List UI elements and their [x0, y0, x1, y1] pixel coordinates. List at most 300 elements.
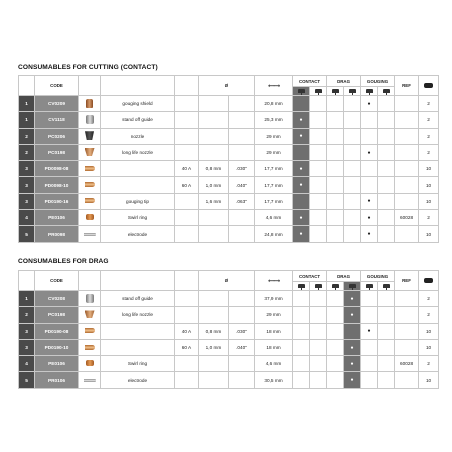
length-value: 29 mm [255, 144, 293, 160]
long-life-nozzle-icon [85, 310, 95, 318]
amperage [175, 307, 199, 323]
mode-mark-1 [293, 96, 310, 112]
ref-code [395, 323, 419, 339]
mode-mark-3 [327, 339, 344, 355]
amperage [175, 291, 199, 307]
mode-mark-1 [293, 144, 310, 160]
row-number: 1 [19, 96, 35, 112]
amperage [175, 193, 199, 209]
amperage [175, 356, 199, 372]
mode-mark-3 [327, 323, 344, 339]
mode-mark-6 [378, 210, 395, 226]
torch-icon [366, 284, 373, 288]
diameter-mm [199, 372, 229, 388]
header-drag: DRAG [327, 76, 361, 87]
mode-mark-6 [378, 177, 395, 193]
part-description: Swirl ring [101, 210, 175, 226]
mode-mark-3 [327, 356, 344, 372]
length-value: 17,7 mm [255, 177, 293, 193]
mode-mark-1 [293, 372, 310, 388]
diameter-mm [199, 112, 229, 128]
header-length [255, 271, 293, 291]
header-torch-1 [293, 282, 310, 291]
mode-mark-6 [378, 128, 395, 144]
row-number: 5 [19, 372, 35, 388]
diameter-inch [229, 291, 255, 307]
header-torch-3 [327, 282, 344, 291]
mode-mark-5: ● [361, 144, 378, 160]
ref-code [395, 96, 419, 112]
mode-mark-2 [310, 307, 327, 323]
part-code: PD0190-10 [35, 339, 79, 355]
diameter-inch [229, 356, 255, 372]
cutting-section-title: CONSUMABLES FOR CUTTING (CONTACT) [18, 64, 158, 71]
amperage: 40 A [175, 161, 199, 177]
table-row [19, 144, 439, 160]
mode-mark-3 [327, 226, 344, 242]
mode-mark-4: ● [344, 372, 361, 388]
part-description: long life nozzle [101, 307, 175, 323]
header-image-blank [79, 76, 101, 96]
mode-mark-4 [344, 96, 361, 112]
tip-icon [85, 166, 95, 171]
diameter-icon: Ø [224, 278, 229, 283]
header-ref: REF [395, 271, 419, 291]
part-description [101, 339, 175, 355]
table-row [19, 307, 439, 323]
mode-mark-4 [344, 210, 361, 226]
mode-mark-2 [310, 177, 327, 193]
diameter-mm: 1,0 mm [199, 177, 229, 193]
row-number: 2 [19, 307, 35, 323]
header-torch-4 [344, 282, 361, 291]
mode-mark-4 [344, 323, 361, 339]
mode-mark-1: ● [293, 161, 310, 177]
part-code: PR0098 [35, 226, 79, 242]
amperage [175, 372, 199, 388]
diameter-mm: 0,8 mm [199, 161, 229, 177]
swirl-ring-icon [86, 214, 94, 220]
mode-mark-3 [327, 193, 344, 209]
quantity: 10 [419, 177, 439, 193]
mode-mark-3 [327, 128, 344, 144]
mode-mark-5 [361, 307, 378, 323]
mode-mark-4: ● [344, 291, 361, 307]
part-code: PD0190-16 [35, 193, 79, 209]
row-number: 3 [19, 193, 35, 209]
row-number: 1 [19, 291, 35, 307]
mode-mark-1: ● [293, 226, 310, 242]
table-row [19, 372, 439, 388]
header-desc-blank [101, 76, 175, 96]
length-value: 17,7 mm [255, 161, 293, 177]
tip-icon [85, 328, 95, 333]
quantity: 2 [419, 210, 439, 226]
table-row [19, 193, 439, 209]
mode-mark-4 [344, 177, 361, 193]
torch-icon [315, 284, 322, 288]
quantity: 10 [419, 226, 439, 242]
diameter-mm [199, 96, 229, 112]
length-value: 18 mm [255, 339, 293, 355]
mode-mark-5 [361, 356, 378, 372]
mode-mark-2 [310, 144, 327, 160]
header-gouging: GOUGING [361, 271, 395, 282]
diameter-mm: 1,0 mm [199, 339, 229, 355]
quantity: 10 [419, 323, 439, 339]
table-row [19, 161, 439, 177]
cutting-consumables-table [18, 75, 439, 243]
header-desc-blank [101, 271, 175, 291]
part-code: PD0098-08 [35, 161, 79, 177]
ref-code [395, 307, 419, 323]
mode-mark-6 [378, 226, 395, 242]
quantity: 10 [419, 339, 439, 355]
torch-icon [298, 89, 305, 93]
row-number: 3 [19, 177, 35, 193]
part-code: PC0206 [35, 128, 79, 144]
mode-mark-2 [310, 291, 327, 307]
quantity: 2 [419, 144, 439, 160]
torch-icon [332, 89, 339, 93]
mode-mark-3 [327, 307, 344, 323]
row-number: 3 [19, 339, 35, 355]
mode-mark-6 [378, 161, 395, 177]
package-icon [424, 278, 433, 283]
part-description: Swirl ring [101, 356, 175, 372]
mode-mark-2 [310, 226, 327, 242]
table-row [19, 96, 439, 112]
part-image [79, 372, 101, 388]
header-contact: CONTACT [293, 271, 327, 282]
mode-mark-1 [293, 291, 310, 307]
torch-icon [298, 284, 305, 288]
torch-icon [383, 284, 390, 288]
mode-mark-6 [378, 144, 395, 160]
part-code: PE0106 [35, 210, 79, 226]
mode-mark-1: ● [293, 128, 310, 144]
quantity: 2 [419, 307, 439, 323]
mode-mark-1: ● [293, 112, 310, 128]
mode-mark-3 [327, 144, 344, 160]
diameter-mm [199, 307, 229, 323]
quantity: 10 [419, 161, 439, 177]
header-quantity [419, 76, 439, 96]
mode-mark-2 [310, 128, 327, 144]
quantity: 10 [419, 193, 439, 209]
diameter-inch [229, 372, 255, 388]
length-arrow-icon: ⟵⟶ [268, 277, 279, 283]
torch-icon [366, 89, 373, 93]
diameter-mm [199, 291, 229, 307]
header-num-blank [19, 76, 35, 96]
header-torch-1 [293, 87, 310, 96]
torch-icon [332, 284, 339, 288]
gouging-tip-icon [85, 198, 95, 203]
ref-code [395, 372, 419, 388]
table-row [19, 291, 439, 307]
swirl-ring-icon [86, 360, 94, 366]
mode-mark-1 [293, 356, 310, 372]
header-amp-blank [175, 76, 199, 96]
ref-code: 60028 [395, 356, 419, 372]
part-code: PC0198 [35, 307, 79, 323]
diameter-mm: 1,6 mm [199, 193, 229, 209]
part-image [79, 210, 101, 226]
quantity: 2 [419, 291, 439, 307]
quantity: 2 [419, 96, 439, 112]
part-image [79, 96, 101, 112]
mode-mark-5 [361, 128, 378, 144]
part-code: PD0098-10 [35, 177, 79, 193]
table-row [19, 128, 439, 144]
quantity: 2 [419, 112, 439, 128]
mode-mark-4 [344, 128, 361, 144]
mode-mark-6 [378, 96, 395, 112]
mode-mark-3 [327, 210, 344, 226]
mode-mark-6 [378, 112, 395, 128]
length-value: 24,8 mm [255, 226, 293, 242]
part-code: PC0198 [35, 144, 79, 160]
header-gouging: GOUGING [361, 76, 395, 87]
amperage [175, 112, 199, 128]
row-number: 4 [19, 356, 35, 372]
part-description: electrode [101, 226, 175, 242]
mode-mark-5: ● [361, 193, 378, 209]
mode-mark-5 [361, 177, 378, 193]
tip-icon [85, 345, 95, 350]
length-value: 17,7 mm [255, 193, 293, 209]
table-row [19, 323, 439, 339]
mode-mark-6 [378, 193, 395, 209]
part-image [79, 291, 101, 307]
ref-code: 60028 [395, 210, 419, 226]
mode-mark-4 [344, 112, 361, 128]
mode-mark-2 [310, 356, 327, 372]
torch-icon [349, 89, 356, 93]
header-code: CODE [35, 76, 79, 96]
row-number: 3 [19, 323, 35, 339]
diameter-inch [229, 112, 255, 128]
row-number: 5 [19, 226, 35, 242]
mode-mark-3 [327, 161, 344, 177]
ref-code [395, 291, 419, 307]
part-code: CV0208 [35, 291, 79, 307]
mode-mark-2 [310, 112, 327, 128]
length-value: 30,5 mm [255, 372, 293, 388]
torch-icon [315, 89, 322, 93]
part-code: PE0106 [35, 356, 79, 372]
header-diameter [199, 271, 255, 291]
mode-mark-5 [361, 161, 378, 177]
part-description [101, 161, 175, 177]
mode-mark-6 [378, 323, 395, 339]
row-number: 3 [19, 161, 35, 177]
part-image [79, 144, 101, 160]
amperage [175, 226, 199, 242]
electrode-icon [84, 233, 96, 236]
diameter-inch [229, 226, 255, 242]
part-image [79, 177, 101, 193]
drag-section-title: CONSUMABLES FOR DRAG [18, 258, 109, 265]
table-row [19, 339, 439, 355]
mode-mark-5: ● [361, 323, 378, 339]
electrode-icon [84, 379, 96, 382]
diameter-inch: .040" [229, 177, 255, 193]
long-life-nozzle-icon [85, 148, 95, 156]
header-amp-blank [175, 271, 199, 291]
mode-mark-1 [293, 193, 310, 209]
mode-mark-5 [361, 339, 378, 355]
part-image [79, 323, 101, 339]
length-value: 18 mm [255, 323, 293, 339]
mode-mark-4 [344, 226, 361, 242]
mode-mark-2 [310, 339, 327, 355]
mode-mark-1 [293, 323, 310, 339]
ref-code [395, 144, 419, 160]
diameter-mm: 0,8 mm [199, 323, 229, 339]
amperage [175, 128, 199, 144]
diameter-icon: Ø [224, 83, 229, 88]
package-icon [424, 83, 433, 88]
header-quantity [419, 271, 439, 291]
mode-mark-4 [344, 161, 361, 177]
stand-off-guide-icon [86, 115, 94, 124]
diameter-inch [229, 96, 255, 112]
ref-code [395, 112, 419, 128]
header-torch-6 [378, 87, 395, 96]
part-code: CV0209 [35, 96, 79, 112]
length-value: 29 mm [255, 307, 293, 323]
part-image [79, 161, 101, 177]
part-image [79, 226, 101, 242]
part-description: electrode [101, 372, 175, 388]
mode-mark-2 [310, 372, 327, 388]
diameter-inch [229, 144, 255, 160]
ref-code [395, 161, 419, 177]
table-row [19, 210, 439, 226]
part-description [101, 177, 175, 193]
part-description: gouging tip [101, 193, 175, 209]
header-torch-5 [361, 87, 378, 96]
part-description: long life nozzle [101, 144, 175, 160]
header-torch-2 [310, 87, 327, 96]
nozzle-icon [85, 131, 94, 140]
mode-mark-1: ● [293, 210, 310, 226]
part-code: CV1118 [35, 112, 79, 128]
mode-mark-4: ● [344, 307, 361, 323]
table-row [19, 112, 439, 128]
diameter-mm [199, 144, 229, 160]
mode-mark-2 [310, 193, 327, 209]
length-value: 4,6 mm [255, 210, 293, 226]
header-torch-5 [361, 282, 378, 291]
header-contact: CONTACT [293, 76, 327, 87]
header-drag: DRAG [327, 271, 361, 282]
mode-mark-1 [293, 339, 310, 355]
mode-mark-4 [344, 144, 361, 160]
diameter-inch [229, 210, 255, 226]
diameter-inch: .040" [229, 339, 255, 355]
diameter-mm [199, 226, 229, 242]
mode-mark-2 [310, 161, 327, 177]
mode-mark-2 [310, 210, 327, 226]
ref-code [395, 339, 419, 355]
length-value: 4,6 mm [255, 356, 293, 372]
mode-mark-2 [310, 323, 327, 339]
amperage: 40 A [175, 323, 199, 339]
mode-mark-2 [310, 96, 327, 112]
mode-mark-3 [327, 112, 344, 128]
table-row [19, 356, 439, 372]
mode-mark-1: ● [293, 177, 310, 193]
gouging-shield-icon [86, 99, 93, 108]
amperage: 60 A [175, 177, 199, 193]
mode-mark-5 [361, 112, 378, 128]
amperage [175, 210, 199, 226]
header-torch-4 [344, 87, 361, 96]
mode-mark-5 [361, 291, 378, 307]
tip-icon [85, 182, 95, 187]
header-torch-2 [310, 282, 327, 291]
mode-mark-3 [327, 372, 344, 388]
diameter-mm [199, 210, 229, 226]
diameter-inch: .063" [229, 193, 255, 209]
part-description: stand off guide [101, 291, 175, 307]
length-value: 37,9 mm [255, 291, 293, 307]
mode-mark-4 [344, 193, 361, 209]
part-code: PD0190-08 [35, 323, 79, 339]
stand-off-guide-icon [86, 294, 94, 303]
mode-mark-3 [327, 177, 344, 193]
mode-mark-4: ● [344, 339, 361, 355]
mode-mark-5: ● [361, 96, 378, 112]
header-torch-3 [327, 87, 344, 96]
header-diameter [199, 76, 255, 96]
header-code: CODE [35, 271, 79, 291]
amperage: 60 A [175, 339, 199, 355]
diameter-inch [229, 307, 255, 323]
mode-mark-6 [378, 356, 395, 372]
mode-mark-6 [378, 339, 395, 355]
part-description: stand off guide [101, 112, 175, 128]
mode-mark-3 [327, 291, 344, 307]
part-image [79, 112, 101, 128]
diameter-inch: .030" [229, 323, 255, 339]
table-row [19, 177, 439, 193]
mode-mark-6 [378, 372, 395, 388]
mode-mark-5: ● [361, 226, 378, 242]
torch-icon [349, 284, 356, 288]
quantity: 2 [419, 356, 439, 372]
quantity: 10 [419, 372, 439, 388]
diameter-mm [199, 128, 229, 144]
mode-mark-6 [378, 291, 395, 307]
mode-mark-6 [378, 307, 395, 323]
header-torch-6 [378, 282, 395, 291]
amperage [175, 96, 199, 112]
row-number: 1 [19, 112, 35, 128]
length-value: 29 mm [255, 128, 293, 144]
length-arrow-icon: ⟵⟶ [268, 82, 279, 88]
mode-mark-5 [361, 372, 378, 388]
length-value: 25,3 mm [255, 112, 293, 128]
table-row [19, 226, 439, 242]
length-value: 20,8 mm [255, 96, 293, 112]
mode-mark-1 [293, 307, 310, 323]
header-num-blank [19, 271, 35, 291]
torch-icon [383, 89, 390, 93]
